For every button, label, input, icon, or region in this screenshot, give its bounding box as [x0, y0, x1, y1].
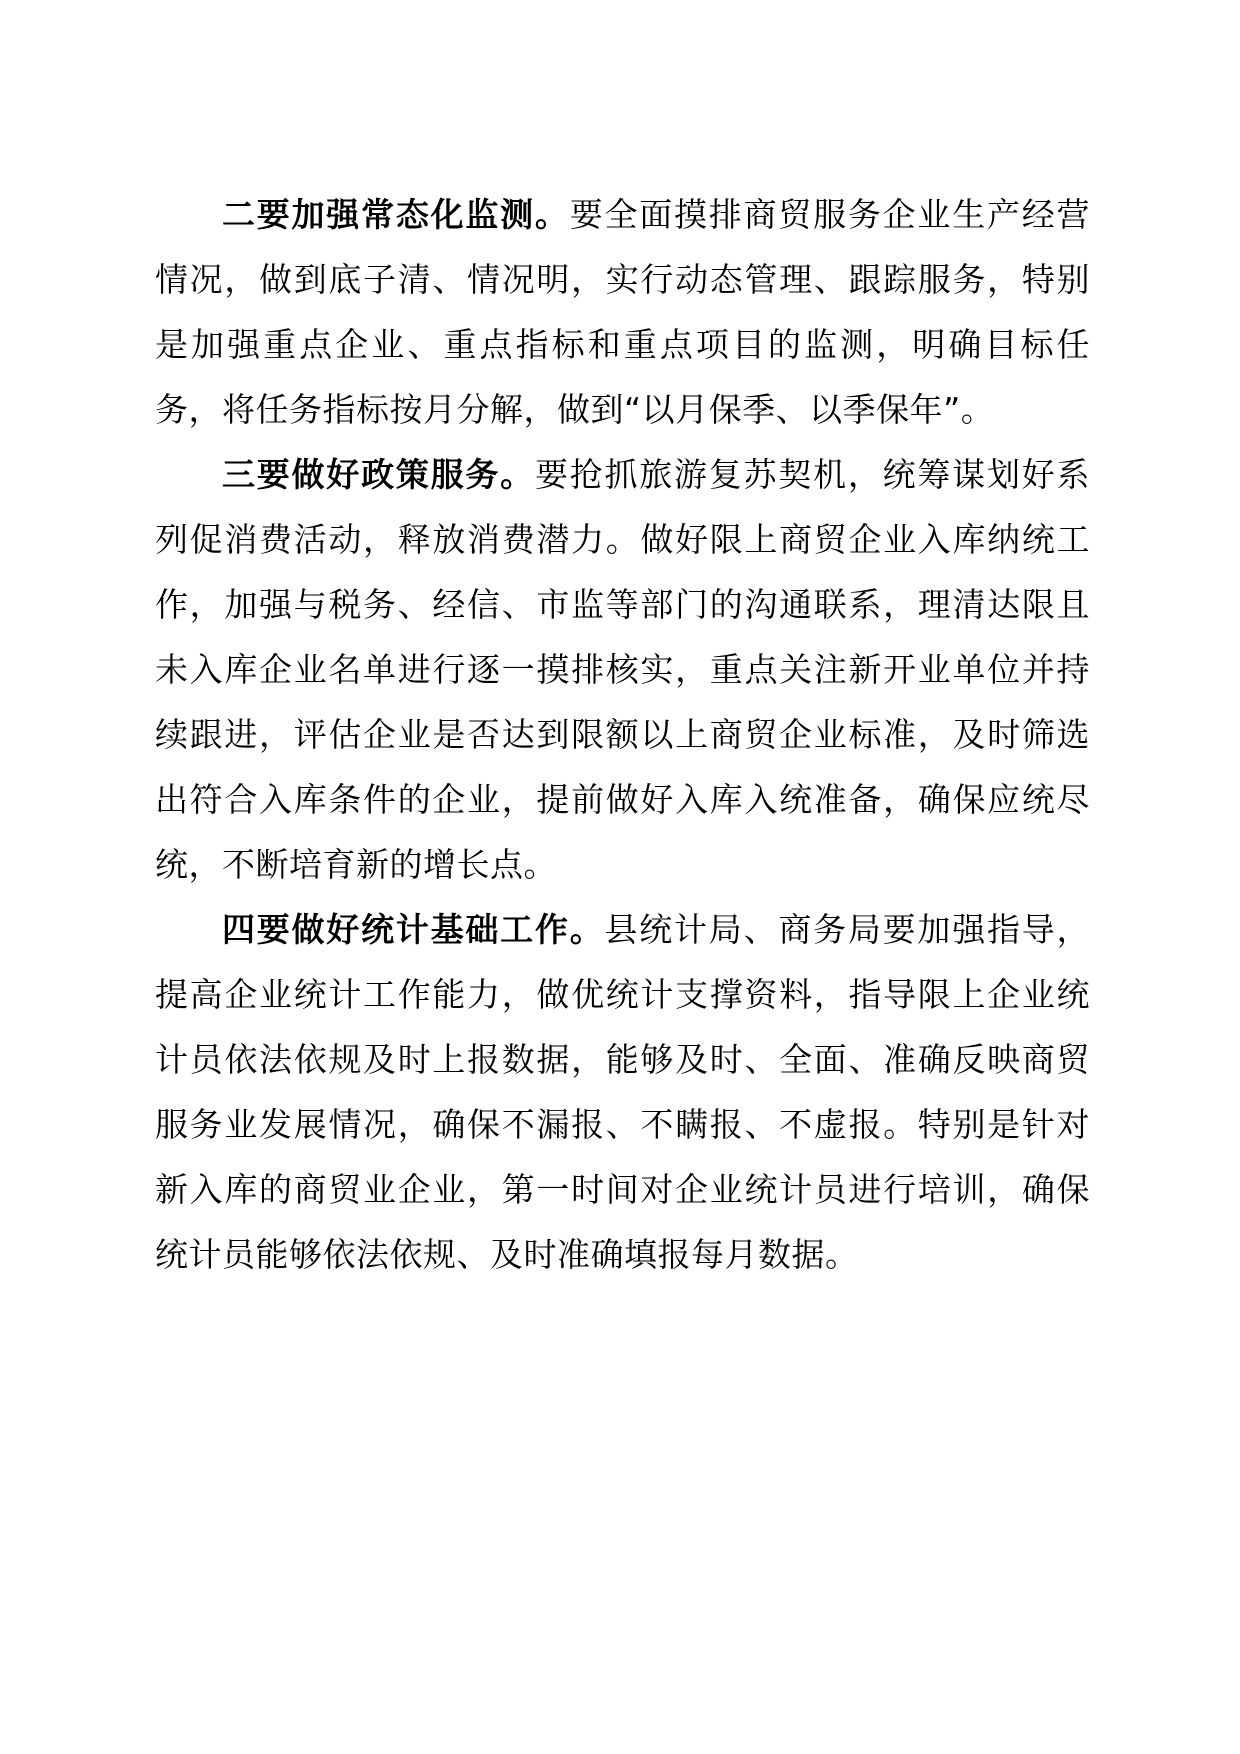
- paragraph-policy-service: [155, 442, 1090, 897]
- document-body: [155, 182, 1090, 1287]
- paragraph-heading: 二要加强常态化监测。: [222, 195, 570, 234]
- paragraph-text: 要抢抓旅游复苏契机，统筹谋划好系列促消费活动，释放消费潜力。做好限上商贸企业入库纳统工作，加强与税务、经信、市监等部门的沟通联系，理清达限且未入库企业名单进行逐一摸排核实，重点关注新开业单位并持续跟进，评估企业是否达到限额以上商贸企业标准，及时筛选出符合入库条件的企业，提前做好入库入统准备，确保应统尽统，不断培育新的增长点。: [155, 455, 1091, 884]
- paragraph-heading: 三要做好政策服务。: [222, 455, 535, 494]
- paragraph-heading: 四要做好统计基础工作。: [222, 910, 605, 949]
- paragraph-statistics-work: [155, 897, 1090, 1287]
- paragraph-text: 县统计局、商务局要加强指导，提高企业统计工作能力，做优统计支撑资料，指导限上企业统计员依法依规及时上报数据，能够及时、全面、准确反映商贸服务业发展情况，确保不漏报、不瞒报、不虚报。特别是针对新入库的商贸业企业，第一时间对企业统计员进行培训，确保统计员能够依法依规、及时准确填报每月数据。: [155, 910, 1091, 1274]
- paragraph-text: 要全面摸排商贸服务企业生产经营情况，做到底子清、情况明，实行动态管理、跟踪服务，特别是加强重点企业、重点指标和重点项目的监测，明确目标任务，将任务指标按月分解，做到“以月保季、以季保年”。: [155, 195, 1091, 429]
- paragraph-monitoring: [155, 182, 1090, 442]
